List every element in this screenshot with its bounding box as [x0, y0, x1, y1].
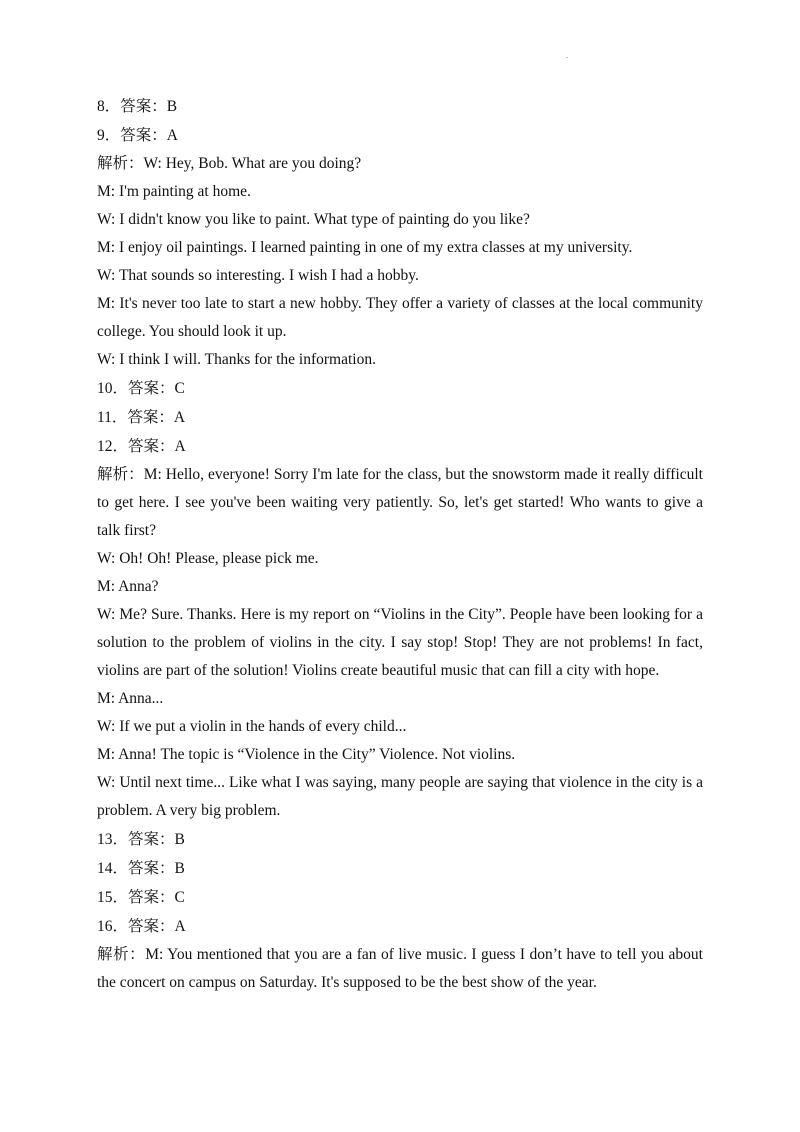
answer-key-content	[97, 92, 703, 997]
answer-12: 12．答案：A	[97, 438, 186, 455]
transcript-paragraph: W: Until next time... Like what I was saying, many people are saying that violence in the city is a problem. A very big problem.	[97, 774, 703, 819]
transcript-line: W: I didn't know you like to paint. What type of painting do you like?	[97, 211, 530, 228]
transcript-line: W: If we put a violin in the hands of every child...	[97, 718, 407, 735]
header-mark: .	[566, 51, 568, 60]
transcript-paragraph: M: It's never too late to start a new hobby. They offer a variety of classes at the local community college. You should look it up.	[97, 295, 703, 340]
answer-9: 9．答案：A	[97, 127, 178, 144]
answer-8: 8．答案：B	[97, 98, 178, 115]
transcript-line: W: That sounds so interesting. I wish I had a hobby.	[97, 267, 419, 284]
transcript-paragraph: 解析：M: You mentioned that you are a fan of live music. I guess I don’t have to tell you about the concert on campus on Saturday. It's supposed to be the best show of the year.	[97, 946, 703, 991]
answer-15: 15．答案：C	[97, 889, 185, 906]
answer-13: 13．答案：B	[97, 831, 185, 848]
transcript-paragraph: 解析：M: Hello, everyone! Sorry I'm late for the class, but the snowstorm made it really difficult to get here. I see you've been waiting very patiently. So, let's get started! Who wants to give a talk first?	[97, 466, 703, 539]
transcript-line: M: I'm painting at home.	[97, 183, 251, 200]
transcript-line: W: Oh! Oh! Please, please pick me.	[97, 550, 319, 567]
answer-10: 10．答案：C	[97, 380, 185, 397]
transcript-line: M: Anna! The topic is “Violence in the City” Violence. Not violins.	[97, 746, 516, 763]
transcript-line: M: Anna...	[97, 690, 164, 707]
transcript-paragraph: W: Me? Sure. Thanks. Here is my report on “Violins in the City”. People have been looking for a solution to the problem of violins in the city. I say stop! Stop! They are not problems! In fact, violins are part of the solution! Violins create beautiful music that can fill a city with hope.	[97, 606, 703, 679]
answer-14: 14．答案：B	[97, 860, 185, 877]
answer-11: 11．答案：A	[97, 409, 186, 426]
transcript-line: W: I think I will. Thanks for the information.	[97, 351, 376, 368]
transcript-line: M: Anna?	[97, 578, 159, 595]
transcript-line: 解析：W: Hey, Bob. What are you doing?	[97, 155, 362, 172]
answer-16: 16．答案：A	[97, 918, 186, 935]
transcript-line: M: I enjoy oil paintings. I learned painting in one of my extra classes at my university.	[97, 239, 633, 256]
